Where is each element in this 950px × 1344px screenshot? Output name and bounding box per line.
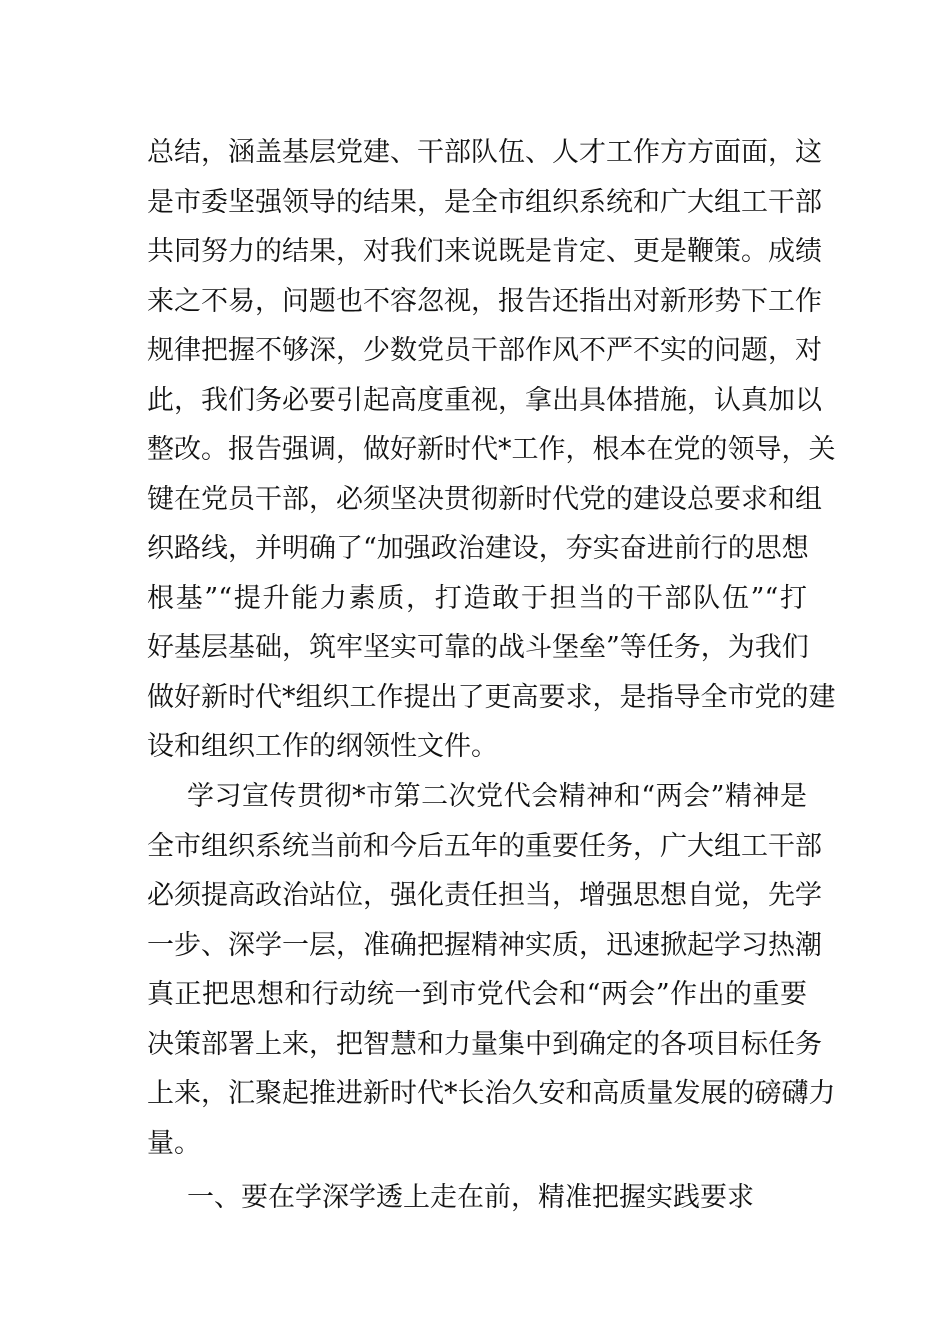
paragraph-1-line: 键在党员干部，必须坚决贯彻新时代党的建设总要求和组 <box>147 483 822 515</box>
paragraph-2-line: 上来，汇聚起推进新时代*长治久安和高质量发展的磅礴力 <box>147 1078 836 1109</box>
paragraph-2-line: 学习宣传贯彻*市第二次党代会精神和“两会”精神是 <box>187 781 807 812</box>
paragraph-2 <box>147 772 836 1168</box>
paragraph-2-line: 真正把思想和行动统一到市党代会和“两会”作出的重要 <box>147 979 807 1010</box>
paragraph-1-line: 好基层基础，筑牢坚实可靠的战斗堡垒”等任务，为我们 <box>147 632 809 663</box>
paragraph-1-line: 做好新时代*组织工作提出了更高要求，是指导全市党的建 <box>147 681 836 713</box>
paragraph-1-line: 根基”“提升能力素质，打造敢于担当的干部队伍”“打 <box>147 582 807 614</box>
paragraph-1-line: 此，我们务必要引起高度重视，拿出具体措施，认真加以 <box>147 384 822 416</box>
section-heading <box>147 1173 807 1223</box>
paragraph-2-line: 量。 <box>147 1127 201 1159</box>
paragraph-2-line: 必须提高政治站位，强化责任担当，增强思想自觉，先学 <box>147 880 822 911</box>
paragraph-1-line: 共同努力的结果，对我们来说既是肯定、更是鞭策。成绩 <box>147 236 822 267</box>
paragraph-1-line: 织路线，并明确了“加强政治建设，夯实奋进前行的思想 <box>147 533 809 564</box>
paragraph-1 <box>147 128 836 772</box>
paragraph-1-line: 是市委坚强领导的结果，是全市组织系统和广大组工干部 <box>147 186 822 218</box>
section-heading-text: 一、要在学深学透上走在前，精准把握实践要求 <box>187 1182 754 1213</box>
paragraph-1-line: 来之不易，问题也不容忽视，报告还指出对新形势下工作 <box>147 285 822 317</box>
paragraph-1-line: 整改。报告强调，做好新时代*工作，根本在党的领导，关 <box>147 434 836 465</box>
paragraph-2-line: 全市组织系统当前和今后五年的重要任务，广大组工干部 <box>147 830 822 862</box>
paragraph-2-line: 决策部署上来，把智慧和力量集中到确定的各项目标任务 <box>147 1028 822 1060</box>
paragraph-2-line: 一步、深学一层，准确把握精神实质，迅速掀起学习热潮 <box>147 929 822 961</box>
paragraph-1-line: 总结，涵盖基层党建、干部队伍、人才工作方方面面，这 <box>147 137 822 168</box>
paragraph-1-line: 设和组织工作的纲领性文件。 <box>147 731 498 762</box>
paragraph-1-line: 规律把握不够深，少数党员干部作风不严不实的问题，对 <box>147 335 822 366</box>
